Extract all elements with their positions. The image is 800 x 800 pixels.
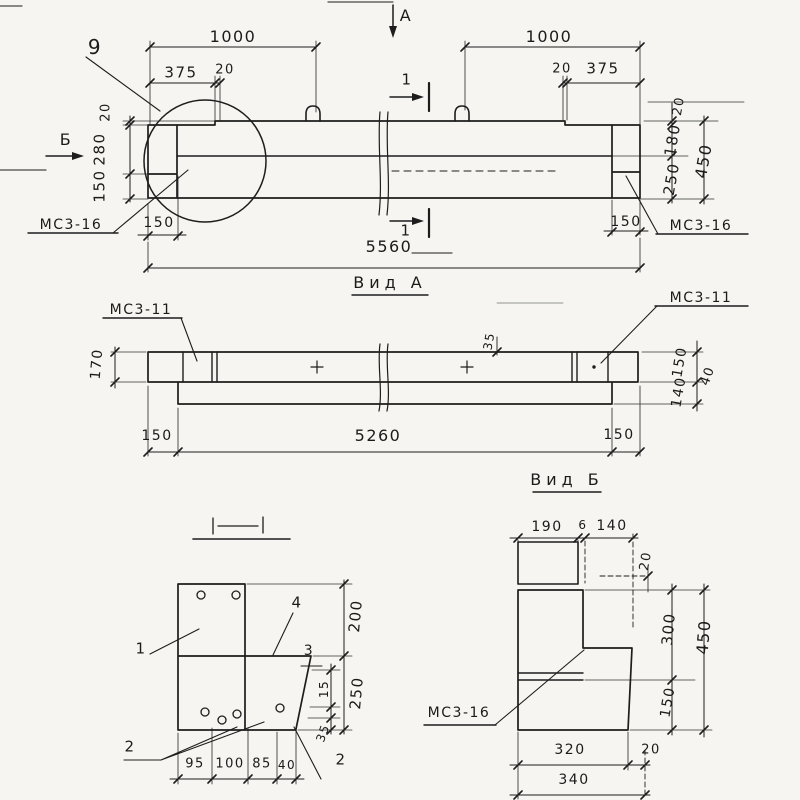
view-title-a: Вид А [353,273,427,292]
dim-150-end-left: 150 [143,215,175,231]
dim-20-right: 20 [669,95,689,117]
detail-callout-9: 9 [87,35,103,59]
dim-20-top-right: 20 [552,61,572,77]
dim-150-plan-right: 150 [669,345,691,379]
dim-320-detail: 320 [554,742,586,758]
part-label-ms3-11-left: МС3-11 [109,302,173,318]
dim-20-detail-top: 20 [636,550,656,572]
dim-40-plan-right: 40 [697,364,719,388]
dim-150-left: 150 [90,169,109,203]
rebar-label-2-left: 2 [124,737,136,756]
dim-35-plan: 35 [480,330,498,352]
dim-20-top-left: 20 [215,62,235,78]
dim-95: 95 [185,756,205,772]
dim-150-detail: 150 [657,685,679,719]
dim-375-left: 375 [164,63,198,82]
dim-5260: 5260 [354,426,402,445]
dim-140-plan-right: 140 [668,375,690,409]
dim-15-section: 15 [317,679,331,699]
rebar-label-4: 4 [291,593,303,612]
dim-20-detail-bottom: 20 [641,742,661,758]
dim-200-section: 200 [345,598,366,634]
dim-280-left: 280 [90,132,109,166]
dim-250-section: 250 [346,675,367,711]
dim-250-right: 250 [659,161,684,197]
dim-6-detail: 6 [578,518,588,532]
dim-100: 100 [215,756,245,772]
dim-190-detail: 190 [531,519,563,535]
dim-180-right: 180 [660,122,685,158]
section-mark-1-bottom: 1 [400,221,412,240]
rebar-label-3: 3 [303,643,315,659]
part-label-ms3-16-right: МС3-16 [669,218,733,234]
dim-150-plan-bottom-right: 150 [603,427,635,443]
dim-85: 85 [252,756,272,772]
part-label-ms3-16-left: МС3-16 [39,217,103,233]
rebar-label-1: 1 [135,639,147,658]
dim-170-plan-left: 170 [87,347,107,381]
dim-150-plan-bottom-left: 150 [141,428,173,444]
view-direction-marker-b: Б [59,130,73,149]
dim-340-detail: 340 [558,772,590,788]
dim-20-left: 20 [98,102,114,122]
view-direction-marker-a: А [399,6,413,25]
dim-1000-left: 1000 [209,27,257,46]
part-label-ms3-16-detail: МС3-16 [427,705,491,721]
view-title-b: Вид Б [530,470,604,489]
dim-5560: 5560 [365,237,413,256]
dim-375-right: 375 [586,59,620,78]
dim-1000-right: 1000 [525,27,573,46]
rebar-label-2-right: 2 [335,750,347,769]
dim-35-section: 35 [313,722,333,744]
dim-450-right: 450 [691,142,716,180]
dim-40-section: 40 [277,758,297,772]
dim-140-detail: 140 [596,518,628,534]
part-label-ms3-11-right: МС3-11 [669,290,733,306]
dim-450-detail: 450 [692,618,715,656]
dim-300-detail: 300 [658,611,679,647]
section-mark-1-top: 1 [401,70,413,89]
dim-150-end-right: 150 [610,214,642,230]
